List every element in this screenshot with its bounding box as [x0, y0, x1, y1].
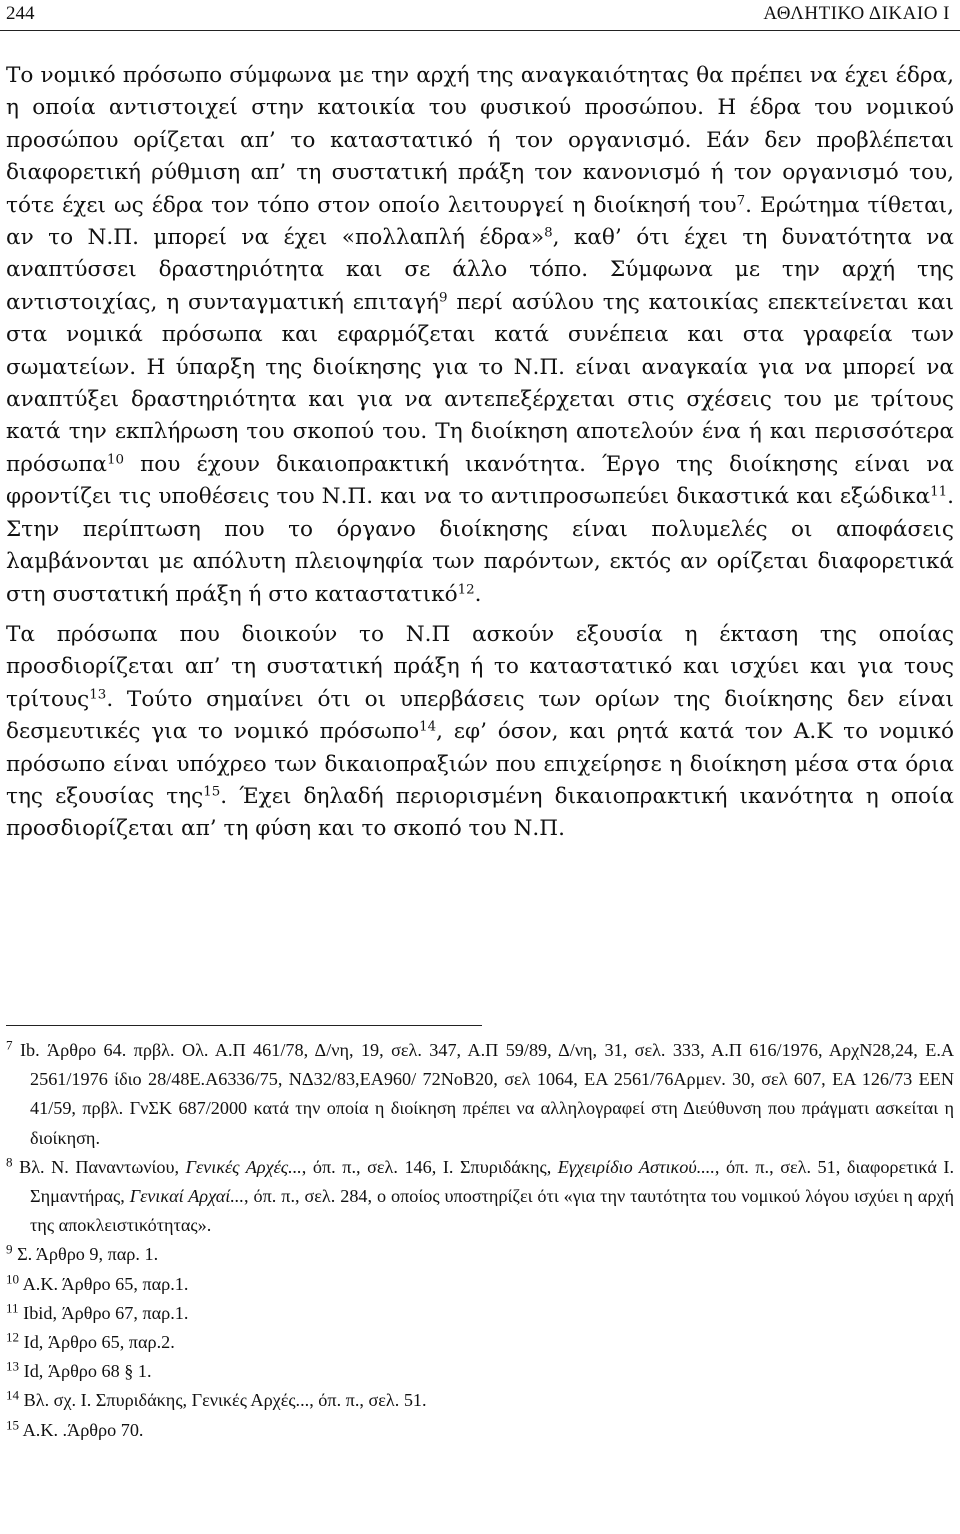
footnote-text: Βλ. σχ. Ι. Σπυριδάκης, Γενικές Αρχές..., όπ. π., σελ. 51. — [23, 1390, 427, 1411]
footnote-number: 12 — [6, 1329, 20, 1345]
cited-title: Εγχειρίδιο Αστικού.... — [557, 1156, 715, 1177]
footnote-ref-14[interactable]: 14 — [419, 719, 437, 735]
footnote-ref-13[interactable]: 13 — [89, 687, 107, 703]
paragraph-1-text-4: περί ασύλου της κατοικίας επεκτείνεται και στα νομικά πρόσωπα και εφαρμόζεται κατά συνέπεια και στα γραφεία των σωματείων. Η ύπαρξη της διοίκησης για το Ν.Π. είναι αναγκαία για να μπορεί να αναπτύξει δραστηριότητα και για να αντεπεξέρχεται στις σχέσεις του με τρίτους κατά την εκπλήρωση του σκοπού του. Τη διοίκηση αποτελούν ένα ή και περισσότερα πρόσωπα — [6, 289, 954, 477]
footnote-number: 10 — [6, 1271, 20, 1287]
footnote-13 — [6, 1357, 954, 1386]
footnote-text: Id, Άρθρο 65, παρ.2. — [23, 1332, 175, 1353]
footnote-ref-7[interactable]: 7 — [736, 193, 746, 209]
footnote-number: 8 — [6, 1154, 13, 1170]
paragraph-2 — [6, 619, 954, 846]
page-header — [0, 0, 960, 31]
footnote-10 — [6, 1270, 954, 1299]
footnote-ref-12[interactable]: 12 — [457, 582, 475, 598]
footnote-text: , όπ. π., σελ. 51, διαφορετικά Ι. Σημαντήρας, — [30, 1156, 955, 1207]
cited-title: Γενικαί Αρχαί... — [129, 1186, 244, 1207]
footnote-number: 13 — [6, 1358, 20, 1374]
paragraph-1 — [6, 60, 954, 611]
footnote-9 — [6, 1240, 954, 1269]
footnote-number: 9 — [6, 1241, 13, 1257]
footnote-12 — [6, 1328, 954, 1357]
footnote-8 — [6, 1153, 954, 1241]
main-text — [6, 60, 954, 846]
footnote-text: Ιb. Άρθρο 64. πρβλ. Ολ. Α.Π 461/78, Δ/νη, 19, σελ. 347, Α.Π 59/89, Δ/νη, 31, σελ. 333, Α.Π 616/1976, ΑρχΝ28,24, Ε.Α 2561/1976 ίδιο 28/48Ε.Α6336/75, ΝΔ32/83,ΕΑ960/ 72ΝοΒ20, σελ 1064, ΕΑ 2561/76Αρμεν. 30, σελ 607, ΕΑ 126/73 ΕΕΝ 41/59, πρβλ. ΓνΣΚ 687/2000 κατά την οποία η διοίκηση πρέπει να αλληλογραφεί στη Διεύθυνση που πράγματι ασκείται η διοίκηση. — [19, 1040, 954, 1148]
footnote-text: Α.Κ. .Άρθρο 70. — [22, 1419, 144, 1440]
footnote-ref-11[interactable]: 11 — [930, 484, 948, 500]
footnote-separator — [6, 1025, 482, 1026]
paragraph-1-text-6: . Στην περίπτωση που το όργανο διοίκησης είναι πολυμελές οι αποφάσεις λαμβάνονται με απόλυτη πλειοψηφία των παρόντων, εκτός αν ορίζεται διαφορετικά στη συστατική πράξη ή στο καταστατικό — [6, 484, 954, 607]
running-title: ΑΘΛΗΤΙΚΟ ΔΙΚΑΙΟ Ι — [763, 3, 950, 24]
paragraph-1-text-5: που έχουν δικαιοπρακτική ικανότητα. Έργο της διοίκησης είναι να φροντίζει τις υποθέσεις του Ν.Π. και να το αντιπροσωπεύει δικαστικά και εξώδικα — [6, 451, 954, 510]
paragraph-1-text-7: . — [474, 581, 482, 607]
footnote-text: , όπ. π., σελ. 146, Ι. Σπυριδάκης, — [301, 1156, 558, 1177]
footnote-number: 7 — [6, 1037, 13, 1053]
footnote-14 — [6, 1386, 954, 1415]
footnote-text: Ibid, Άρθρο 67, παρ.1. — [23, 1302, 189, 1323]
page-number: 244 — [6, 3, 35, 24]
footnote-ref-15[interactable]: 15 — [203, 784, 221, 800]
footnote-text: Βλ. Ν. Παναντωνίου, — [19, 1156, 186, 1177]
paragraph-2-text-1: Τα πρόσωπα που διοικούν το Ν.Π ασκούν εξουσία η έκταση της οποίας προσδιορίζεται απ’ τη συστατική πράξη ή το καταστατικό και ισχύει και για τους τρίτους — [6, 621, 954, 712]
paragraph-1-text-1: Το νομικό πρόσωπο σύμφωνα με την αρχή της αναγκαιότητας θα πρέπει να έχει έδρα, η οποία αντιστοιχεί στην κατοικία του φυσικού προσώπου. Η έδρα του νομικού προσώπου ορίζεται απ’ το καταστατικό ή τον οργανισμό. Εάν δεν προβλέπεται διαφορετική ρύθμιση απ’ τη συστατική πράξη τον κανονισμό ή τον οργανισμό του, τότε έχει ως έδρα τον τόπο στον οποίο λειτουργεί η διοίκησή του — [6, 63, 954, 218]
footnote-number: 11 — [6, 1300, 19, 1316]
paragraph-2-text-3: , εφ’ όσον, και ρητά κατά τον Α.Κ το νομικό πρόσωπο είναι υπόχρεο των δικαιοπραξιών που επιχείρησε η διοίκηση μέσα στα όρια της εξουσίας της — [6, 719, 954, 809]
footnote-ref-8[interactable]: 8 — [544, 225, 553, 241]
paragraph-1-text-2: . Ερώτημα τίθεται, αν το Ν.Π. μπορεί να έχει «πολλαπλή έδρα» — [6, 192, 954, 251]
footnote-text: Α.Κ. Άρθρο 65, παρ.1. — [22, 1273, 189, 1294]
footnote-11 — [6, 1299, 954, 1328]
footnote-text: , όπ. π., σελ. 284, ο οποίος υποστηρίζει ότι «για την ταυτότητα του νομικού λόγου ισχύει η αρχή της αποκλειστικότητας». — [30, 1186, 954, 1236]
footnote-text: Σ. Άρθρο 9, παρ. 1. — [17, 1244, 159, 1265]
paragraph-1-text-3: , καθ’ ότι έχει τη δυνατότητα να αναπτύσσει δραστηριότητα και σε άλλο τόπο. Σύμφωνα με την αρχή της αντιστοιχίας, η συνταγματική επιταγή — [6, 225, 954, 315]
footnote-7 — [6, 1036, 954, 1153]
footnotes — [6, 1036, 954, 1445]
footnote-number: 15 — [6, 1417, 20, 1433]
footnote-ref-9[interactable]: 9 — [438, 290, 448, 306]
paragraph-2-text-4: . Έχει δηλαδή περιορισμένη δικαιοπρακτική ικανότητα η οποία προσδιορίζεται απ’ τη φύση και το σκοπό του Ν.Π. — [6, 783, 954, 842]
paragraph-2-text-2: . Τούτο σημαίνει ότι οι υπερβάσεις των ορίων της διοίκησης δεν είναι δεσμευτικές για το νομικό πρόσωπο — [6, 686, 954, 745]
cited-title: Γενικές Αρχές... — [185, 1156, 302, 1177]
footnote-15 — [6, 1416, 954, 1445]
footnote-ref-10[interactable]: 10 — [107, 452, 125, 468]
footnote-text: Id, Άρθρο 68 § 1. — [23, 1361, 152, 1382]
footnote-number: 14 — [6, 1387, 20, 1403]
